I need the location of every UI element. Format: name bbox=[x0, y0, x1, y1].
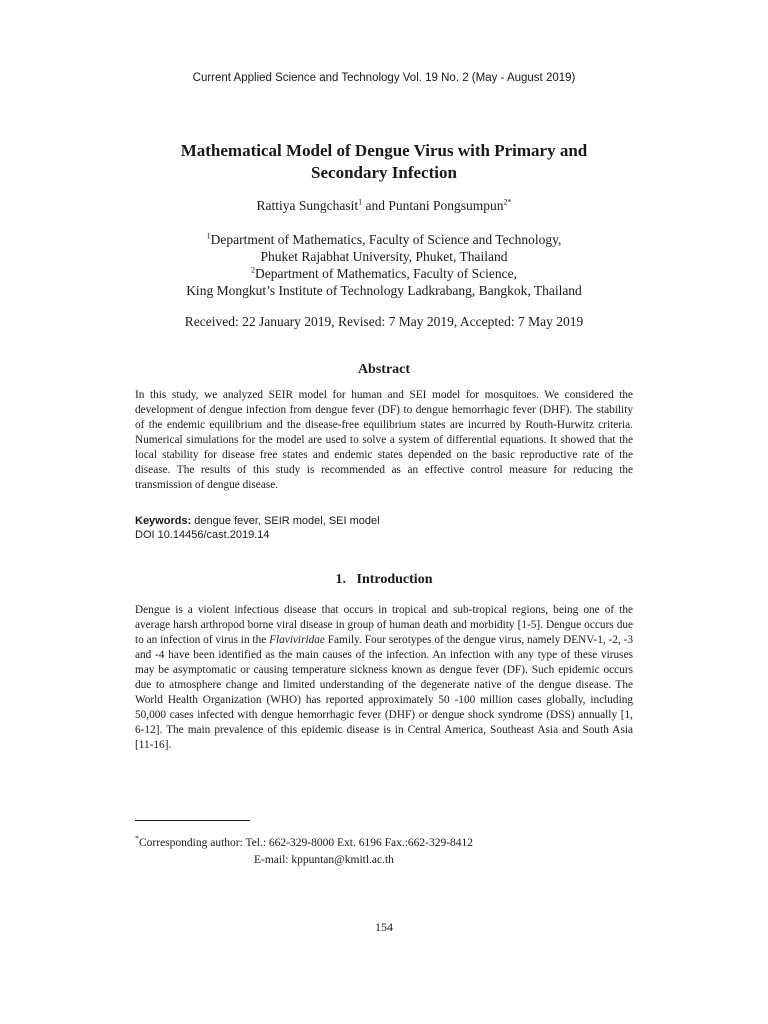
title-line-1: Mathematical Model of Dengue Virus with Primary and bbox=[180, 141, 588, 160]
author-1-affiliation-mark: 1 bbox=[358, 197, 363, 207]
author-conjunction: and bbox=[362, 198, 389, 213]
author-1: Rattiya Sungchasit bbox=[256, 198, 359, 213]
abstract-text: In this study, we analyzed SEIR model for human and SEI model for mosquitoes. We considered the development of dengue infection from dengue fever (DF) to dengue hemorrhagic fever (DHF). The stability of the endemic equilibrium and the disease-free equilibrium states are incurred by Routh-Hurwitz criteria. Numerical simulations for the model are used to solve a system of differential equations. It showed that the local stability for disease free states and endemic states depended on the basic reproductive rate of the disease. The results of this study is recommended as an effective control measure for reducing the transmission of dengue disease. bbox=[135, 389, 633, 491]
page-number: 154 bbox=[375, 920, 393, 934]
keywords-label: Keywords: bbox=[135, 515, 192, 527]
paper-title bbox=[0, 140, 768, 184]
abstract-heading: Abstract bbox=[357, 362, 411, 377]
keywords-value: dengue fever, SEIR model, SEI model bbox=[191, 515, 380, 527]
affiliation-1-line-2: Phuket Rajabhat University, Phuket, Thailand bbox=[260, 249, 508, 264]
author-list bbox=[0, 198, 768, 214]
submission-dates: Received: 22 January 2019, Revised: 7 May 2019, Accepted: 7 May 2019 bbox=[184, 314, 584, 329]
journal-header: Current Applied Science and Technology Vol. 19 No. 2 (May - August 2019) bbox=[192, 72, 576, 84]
footnote-contact: *Corresponding author: Tel.: 662-329-8000 Ext. 6196 Fax.:662-329-8412 bbox=[135, 834, 474, 849]
footnote-email: E-mail: kppuntan@kmitl.ac.th bbox=[254, 854, 394, 866]
footnote-mark: * bbox=[135, 834, 139, 844]
family-name-italic: Flaviviridae bbox=[269, 634, 325, 646]
corresponding-author-footnote bbox=[135, 835, 633, 869]
introduction-heading: 1. Introduction bbox=[335, 572, 433, 587]
author-2-affiliation-mark: 2* bbox=[503, 197, 512, 207]
affiliation-2-line-2: King Mongkut’s Institute of Technology Ladkrabang, Bangkok, Thailand bbox=[186, 283, 582, 298]
author-2: Puntani Pongsumpun bbox=[388, 198, 504, 213]
affiliation-1-mark: 1 bbox=[206, 231, 211, 241]
keywords-block bbox=[135, 514, 633, 542]
doi: DOI 10.14456/cast.2019.14 bbox=[135, 529, 270, 541]
affiliation-2-mark: 2 bbox=[250, 265, 255, 275]
title-line-2: Secondary Infection bbox=[311, 163, 457, 182]
affiliations bbox=[0, 231, 768, 299]
introduction-text: Dengue is a violent infectious disease that occurs in tropical and sub-tropical regions, being one of the average harsh arthropod borne viral disease in group of human death and morbidity [1-5]. Dengue occurs due to an infection of virus in the Flaviviridae Family. Four serotypes of the dengue virus, namely DENV-1, -2, -3 and -4 have been identified as the main causes of the infection. An infection with any type of these viruses may be asymptomatic or causing temperature sickness known as dengue fever (DF). Such epidemic occurs due to atmosphere change and limited understanding of the degenerate native of the dengue disease. The World Health Organization (WHO) has reported approximately 50 -100 million cases globally, including 50,000 cases infected with dengue hemorrhagic fever (DHF) or dengue shock syndrome (DSS) annually [1, 6-12]. The main prevalence of this epidemic disease is in Central America, Southeast Asia and South Asia [11-16]. bbox=[135, 604, 633, 751]
keywords-line bbox=[135, 514, 633, 528]
affiliation-2-line-1: $^2$Department of Mathematics, Faculty of Science, bbox=[250, 265, 518, 281]
affiliation-1-line-1: $^1$Department of Mathematics, Faculty of Science and Technology, bbox=[206, 231, 562, 247]
footnote-divider bbox=[135, 820, 250, 821]
